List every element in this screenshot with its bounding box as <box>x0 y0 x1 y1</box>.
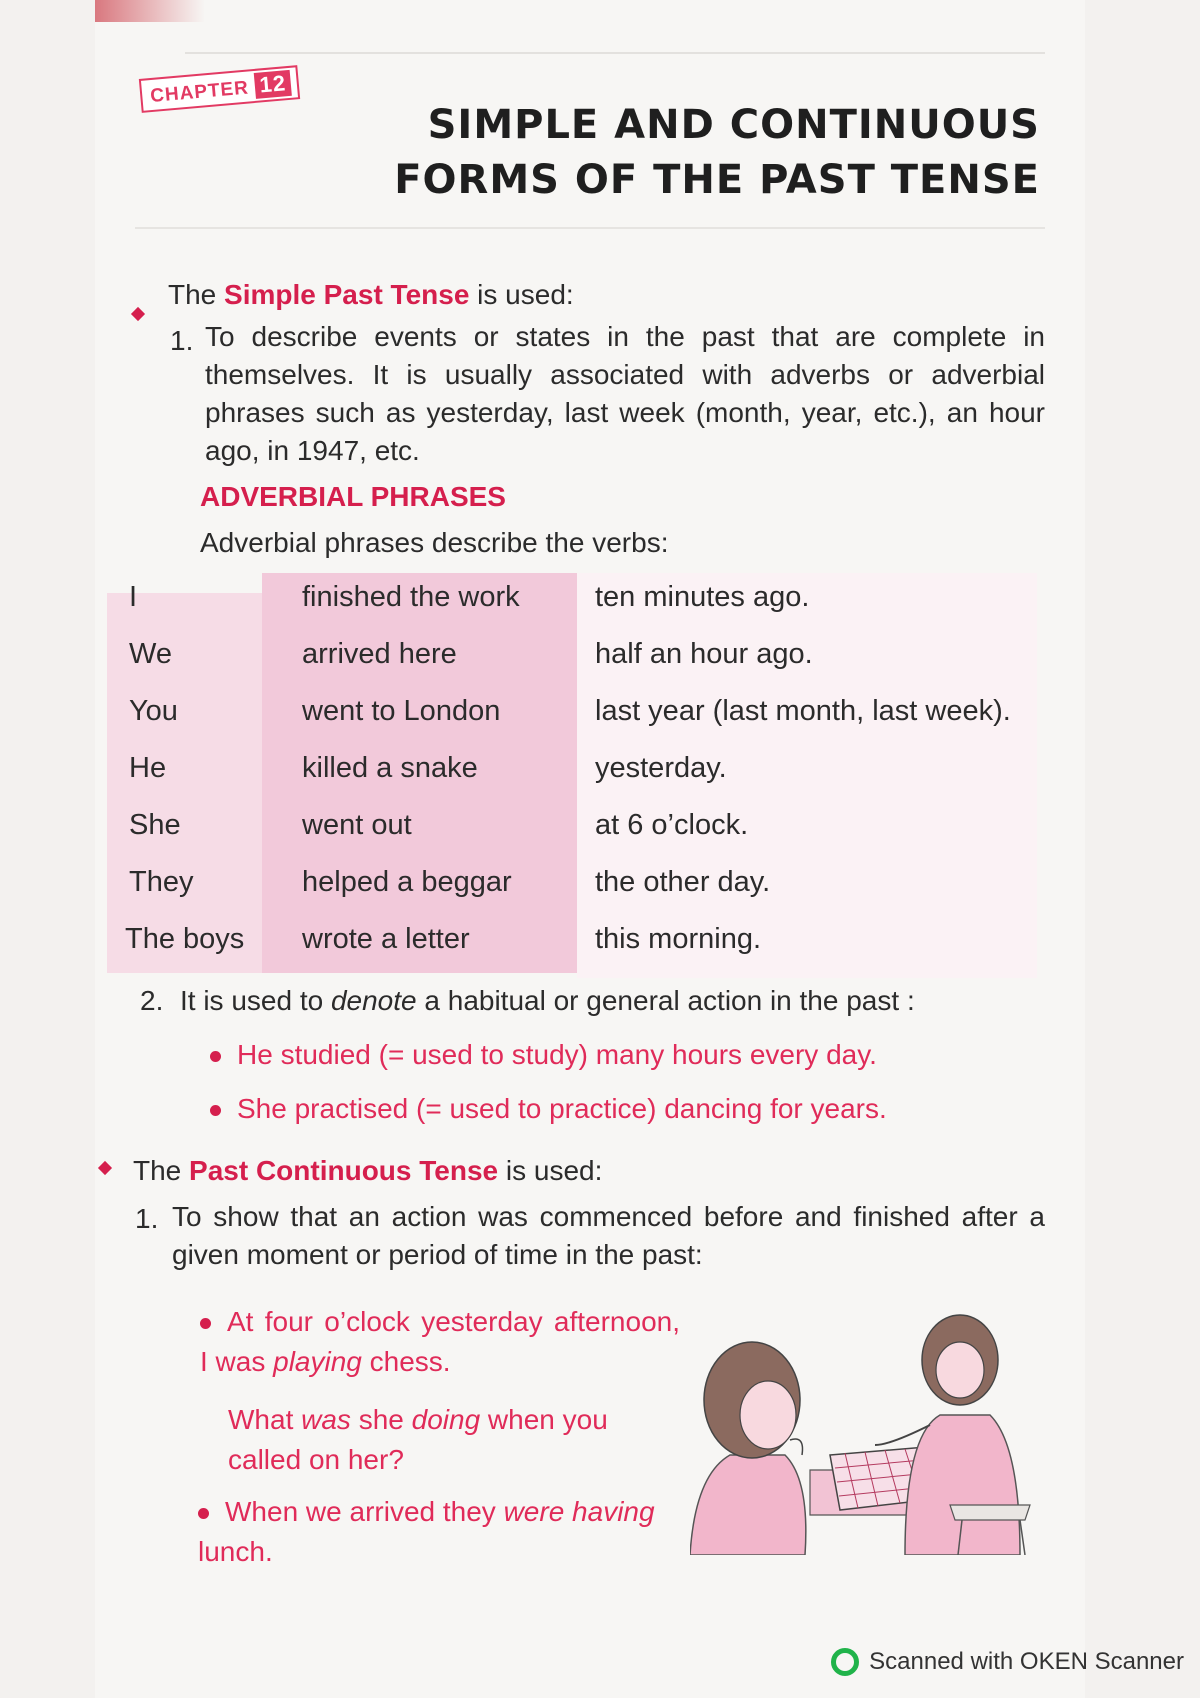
verb-cell: arrived here <box>302 638 457 670</box>
adverbial-phrases-intro: Adverbial phrases describe the verbs: <box>200 527 669 558</box>
heading-post: is used: <box>498 1155 603 1186</box>
verb-cell: finished the work <box>302 581 520 613</box>
rule2-emphasis: denote <box>330 985 417 1016</box>
subject-cell: He <box>129 752 167 784</box>
adverbial-cell: half an hour ago. <box>595 638 813 670</box>
scanner-watermark <box>831 1648 1184 1676</box>
verb-cell: killed a snake <box>302 752 478 784</box>
example-sentence <box>210 1090 887 1128</box>
example-text: What <box>228 1404 302 1435</box>
page-edge-mark <box>95 0 205 22</box>
table-row <box>107 752 1037 809</box>
example-text: she <box>350 1404 412 1435</box>
example-text: When we arrived they <box>225 1496 504 1527</box>
subject-cell: We <box>129 638 172 670</box>
title-rule <box>135 227 1045 229</box>
past-continuous-term: Past Continuous Tense <box>189 1155 499 1186</box>
item-number: 2. <box>140 985 164 1016</box>
chapter-number: 12 <box>254 70 293 99</box>
example-question <box>228 1400 680 1480</box>
example-emphasis: were having <box>503 1496 655 1527</box>
table-row <box>107 866 1037 923</box>
adverbial-phrases-table <box>107 573 1037 978</box>
adverbial-cell: ten minutes ago. <box>595 581 810 613</box>
subject-cell: I <box>129 581 138 613</box>
example-text: chess. <box>361 1346 451 1377</box>
subject-cell: They <box>129 866 194 898</box>
simple-past-rule-2 <box>180 982 915 1020</box>
scanner-logo-icon <box>831 1648 859 1676</box>
example-text: At four o’clock yesterday afternoon, I was <box>200 1306 680 1377</box>
title-line-1: SIMPLE AND CONTINUOUS <box>427 102 1040 148</box>
table-row <box>107 695 1037 752</box>
subject-cell: She <box>129 809 181 841</box>
example-text: She practised (= used to practice) dancing for years. <box>237 1093 887 1124</box>
heading-post: is used: <box>469 279 574 310</box>
subject-cell: The boys <box>125 923 245 955</box>
simple-past-heading <box>168 276 574 314</box>
page-title <box>394 98 1040 208</box>
example-text: lunch. <box>198 1536 273 1567</box>
heading-pre: The <box>133 1155 190 1186</box>
table-row <box>107 923 1037 980</box>
past-continuous-heading <box>133 1152 602 1190</box>
verb-cell: went to London <box>302 695 501 727</box>
title-line-2: FORMS OF THE PAST TENSE <box>394 157 1040 203</box>
rule2-pre: It is used to <box>180 985 331 1016</box>
table-row <box>107 581 1037 638</box>
scanner-label: Scanned with OKEN Scanner <box>869 1648 1184 1675</box>
example-sentence <box>198 1492 678 1572</box>
chapter-label: CHAPTER <box>149 77 250 108</box>
simple-past-rule-1: To describe events or states in the past that are complete in themselves. It is usually associated with adverbs or adverbial phrases such as yesterday, last week (month, year, etc.), an hour ago, in 1947, etc. <box>205 321 1045 466</box>
example-emphasis: doing <box>411 1404 481 1435</box>
adverbial-cell: yesterday. <box>595 752 727 784</box>
verb-cell: went out <box>302 809 412 841</box>
bullet-dot-icon <box>210 1051 221 1062</box>
top-rule <box>185 52 1045 54</box>
example-text: when you called on her? <box>228 1404 608 1475</box>
verb-cell: helped a beggar <box>302 866 512 898</box>
bullet-dot-icon <box>210 1105 221 1116</box>
verb-cell: wrote a letter <box>302 923 470 955</box>
past-continuous-rule-1: To show that an action was commenced before and finished after a given moment or period of time in the past: <box>172 1201 1045 1270</box>
adverbial-cell: the other day. <box>595 866 771 898</box>
item-number: 1. <box>170 325 194 356</box>
table-row <box>107 809 1037 866</box>
example-emphasis: playing <box>273 1346 362 1377</box>
girls-playing-chess-illustration <box>690 1305 1035 1555</box>
example-text: He studied (= used to study) many hours every day. <box>237 1039 877 1070</box>
table-row <box>107 638 1037 695</box>
example-sentence <box>200 1302 680 1382</box>
adverbial-cell: last year (last month, last week). <box>595 695 1011 727</box>
bullet-dot-icon <box>200 1318 211 1329</box>
item-number: 1. <box>135 1203 159 1234</box>
bullet-dot-icon <box>198 1508 209 1519</box>
subject-cell: You <box>129 695 178 727</box>
adverbial-phrases-subheading: ADVERBIAL PHRASES <box>200 481 506 512</box>
adverbial-cell: this morning. <box>595 923 762 955</box>
simple-past-term: Simple Past Tense <box>224 279 470 310</box>
example-emphasis: was <box>301 1404 351 1435</box>
example-sentence <box>210 1036 877 1074</box>
adverbial-cell: at 6 o’clock. <box>595 809 749 841</box>
rule2-post: a habitual or general action in the past : <box>416 985 915 1016</box>
heading-pre: The <box>168 279 225 310</box>
